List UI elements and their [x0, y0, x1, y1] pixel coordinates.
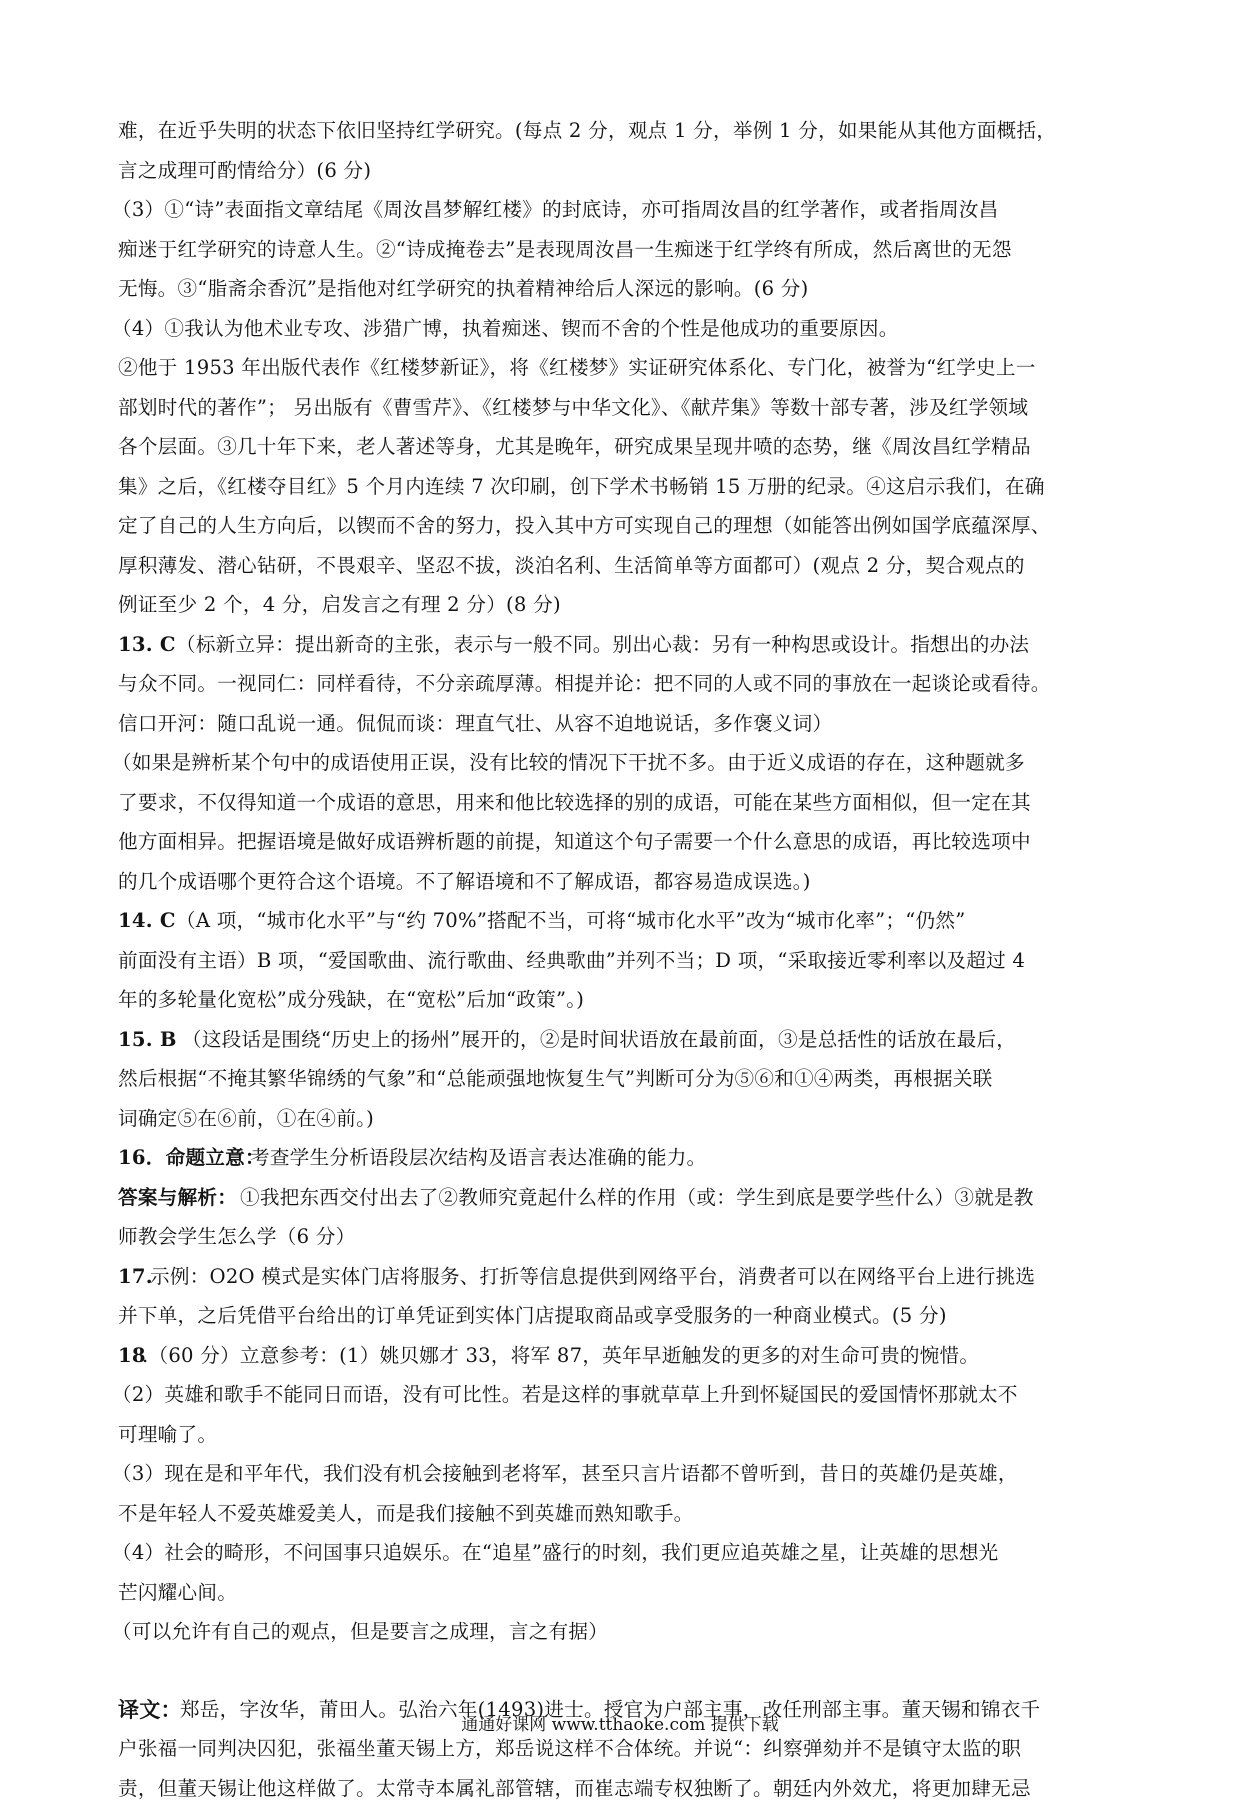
answer-text: 定了自己的人生方向后，以锲而不舍的努力，投入其中方可实现自己的理想（如能答出例如国学底蕴深厚、 [118, 514, 1051, 537]
answer-text: （3）①“诗”表面指文章结尾《周汝昌梦解红楼》的封底诗，亦可指周汝昌的红学著作，或者指周汝昌 [112, 198, 999, 221]
question-number: 14. C [118, 909, 176, 932]
footer-text: 通通好课网 www.tthaoke.com 提供下载 [461, 1715, 779, 1735]
answer-text: 无悔。③“脂斋余香沉”是指他对红学研究的执着精神给后人深远的影响。(6 分) [118, 277, 809, 300]
translation-text: 户张福一同判决囚犯，张福坐董天锡上方，郑岳说这样不合体统。并说“：纠察弹劾并不是镇守太监的职 [118, 1737, 1022, 1760]
question-number: 18 [118, 1343, 146, 1367]
answer-text: ②他于 1953 年出版代表作《红楼梦新证》，将《红楼梦》实证研究体系化、专门化，被誉为“红学史上一 [118, 356, 1036, 379]
answer-text: 并下单，之后凭借平台给出的订单凭证到实体门店提取商品或享受服务的一种商业模式。(5 分) [118, 1304, 947, 1327]
answer-text: （这段话是围绕“历史上的扬州”展开的，②是时间状语放在最前面，③是总括性的话放在最后， [182, 1027, 1017, 1051]
answer-text: 言之成理可酌情给分）(6 分) [118, 158, 372, 182]
answer-text: 难，在近乎失明的状态下依旧坚持红学研究。(每点 2 分，观点 1 分，举例 1 分，如果能从其他方面概括， [118, 119, 1057, 142]
answer-text: （4）①我认为他术业专攻、涉猎广博，执着痴迷、锲而不舍的个性是他成功的重要原因。 [112, 316, 899, 340]
answer-text: 不是年轻人不爱英雄爱美人，而是我们接触不到英雄而熟知歌手。 [118, 1501, 694, 1525]
question-number: 13. C [118, 632, 176, 656]
section-heading: 答案与解析： [118, 1185, 238, 1209]
translation-label: 译文： [118, 1696, 182, 1722]
answer-text: 可理喻了。 [118, 1422, 218, 1446]
answer-text: 集》之后，《红楼夺目红》5 个月内连续 7 次印刷，创下学术书畅销 15 万册的纪录。④这启示我们，在确 [118, 474, 1045, 498]
footer [0, 1712, 1240, 1738]
translation-text: 郑岳，字汝华，莆田人。弘治六年(1493)进士。授官为户部主事，改任刑部主事。董天锡和锦衣千 [180, 1697, 1041, 1721]
answer-text: 各个层面。③几十年下来，老人著述等身，尤其是晚年，研究成果呈现井喷的态势，继《周汝昌红学精品 [118, 435, 1031, 458]
answer-text: 然后根据“不掩其繁华锦绣的气象”和“总能顽强地恢复生气”判断可分为⑤⑥和①④两类，再根据关联 [118, 1067, 993, 1090]
answer-text: 与众不同。一视同仁：同样看待，不分亲疏厚薄。相提并论：把不同的人或不同的事放在一起谈论或看待。 [118, 672, 1051, 695]
answer-text: 部划时代的著作”； 另出版有《曹雪芹》、《红楼梦与中华文化》、《献芹集》等数十部专著，涉及红学领域 [118, 395, 1029, 419]
answer-text: （如果是辨析某个句中的成语使用正误，没有比较的情况下干扰不多。由于近义成语的存在，这种题就多 [112, 751, 1025, 774]
answer-text: 例证至少 2 个，4 分，启发言之有理 2 分）(8 分) [118, 593, 561, 616]
translation-text: 责，但董天锡让他这样做了。太常寺本属礼部管辖，而崔志端专权独断了。朝廷内外效尤，将更加肆无忌 [118, 1776, 1031, 1800]
section-heading: 16．命题立意： [118, 1146, 265, 1169]
answer-text: 芒闪耀心间。 [118, 1580, 238, 1604]
answer-text: 示例：O2O 模式是实体门店将服务、打折等信息提供到网络平台，消费者可以在网络平台上进行挑选 [150, 1264, 1036, 1288]
answer-text: .（60 分）立意参考：(1）姚贝娜才 33，将军 87，英年早逝触发的更多的对生命可贵的惋惜。 [142, 1343, 980, 1367]
answer-text: （标新立异：提出新奇的主张，表示与一般不同。别出心裁：另有一种构思或设计。指想出的办法 [176, 632, 1030, 656]
answer-text: 前面没有主语）B 项，“爱国歌曲、流行歌曲、经典歌曲”并列不当；D 项，“采取接近零利率以及超过 4 [118, 948, 1026, 972]
answer-text: （4）社会的畸形，不问国事只追娱乐。在“追星”盛行的时刻，我们更应追英雄之星，让英雄的思想光 [112, 1541, 999, 1564]
answer-text: 厚积薄发、潜心钻研，不畏艰辛、坚忍不拔，淡泊名利、生活简单等方面都可）(观点 2 分，契合观点的 [118, 553, 1025, 577]
answer-text: 年的多轮量化宽松”成分残缺，在“宽松”后加“政策”。) [118, 988, 585, 1011]
answer-text: 的几个成语哪个更符合这个语境。不了解语境和不了解成语，都容易造成误选。) [118, 869, 811, 893]
answer-text: 他方面相异。把握语境是做好成语辨析题的前提，知道这个句子需要一个什么意思的成语，再比较选项中 [118, 830, 1031, 853]
answer-text: 考查学生分析语段层次结构及语言表达准确的能力。 [250, 1146, 707, 1169]
answer-text: 信口开河：随口乱说一通。侃侃而谈：理直气壮、从容不迫地说话，多作褒义词） [118, 711, 833, 735]
answer-text: ①我把东西交付出去了②教师究竟起什么样的作用（或：学生到底是要学些什么）③就是教 [240, 1185, 1034, 1209]
answer-text: 痴迷于红学研究的诗意人生。②“诗成掩卷去”是表现周汝昌一生痴迷于红学终有所成，然后离世的无怨 [118, 237, 1012, 261]
answer-text: 了要求，不仅得知道一个成语的意思，用来和他比较选择的别的成语，可能在某些方面相似，但一定在其 [118, 790, 1031, 814]
answer-text: 词确定⑤在⑥前，①在④前。) [118, 1106, 375, 1130]
answer-text: （可以允许有自己的观点，但是要言之成理，言之有据） [112, 1620, 609, 1643]
question-number: 17. [118, 1264, 153, 1288]
answer-text: （A 项，“城市化水平”与“约 70%”搭配不当，可将“城市化水平”改为“城市化率”；“仍然” [176, 909, 966, 932]
text-line [0, 1770, 1240, 1808]
question-number: 15. B [118, 1027, 177, 1051]
answer-text: （2）英雄和歌手不能同日而语，没有可比性。若是这样的事就草草上升到怀疑国民的爱国情怀那就太不 [112, 1383, 1018, 1406]
answer-text: 师教会学生怎么学（6 分） [118, 1225, 356, 1248]
answer-text: （3）现在是和平年代，我们没有机会接触到老将军，甚至只言片语都不曾听到，昔日的英雄仍是英雄， [112, 1462, 1018, 1485]
